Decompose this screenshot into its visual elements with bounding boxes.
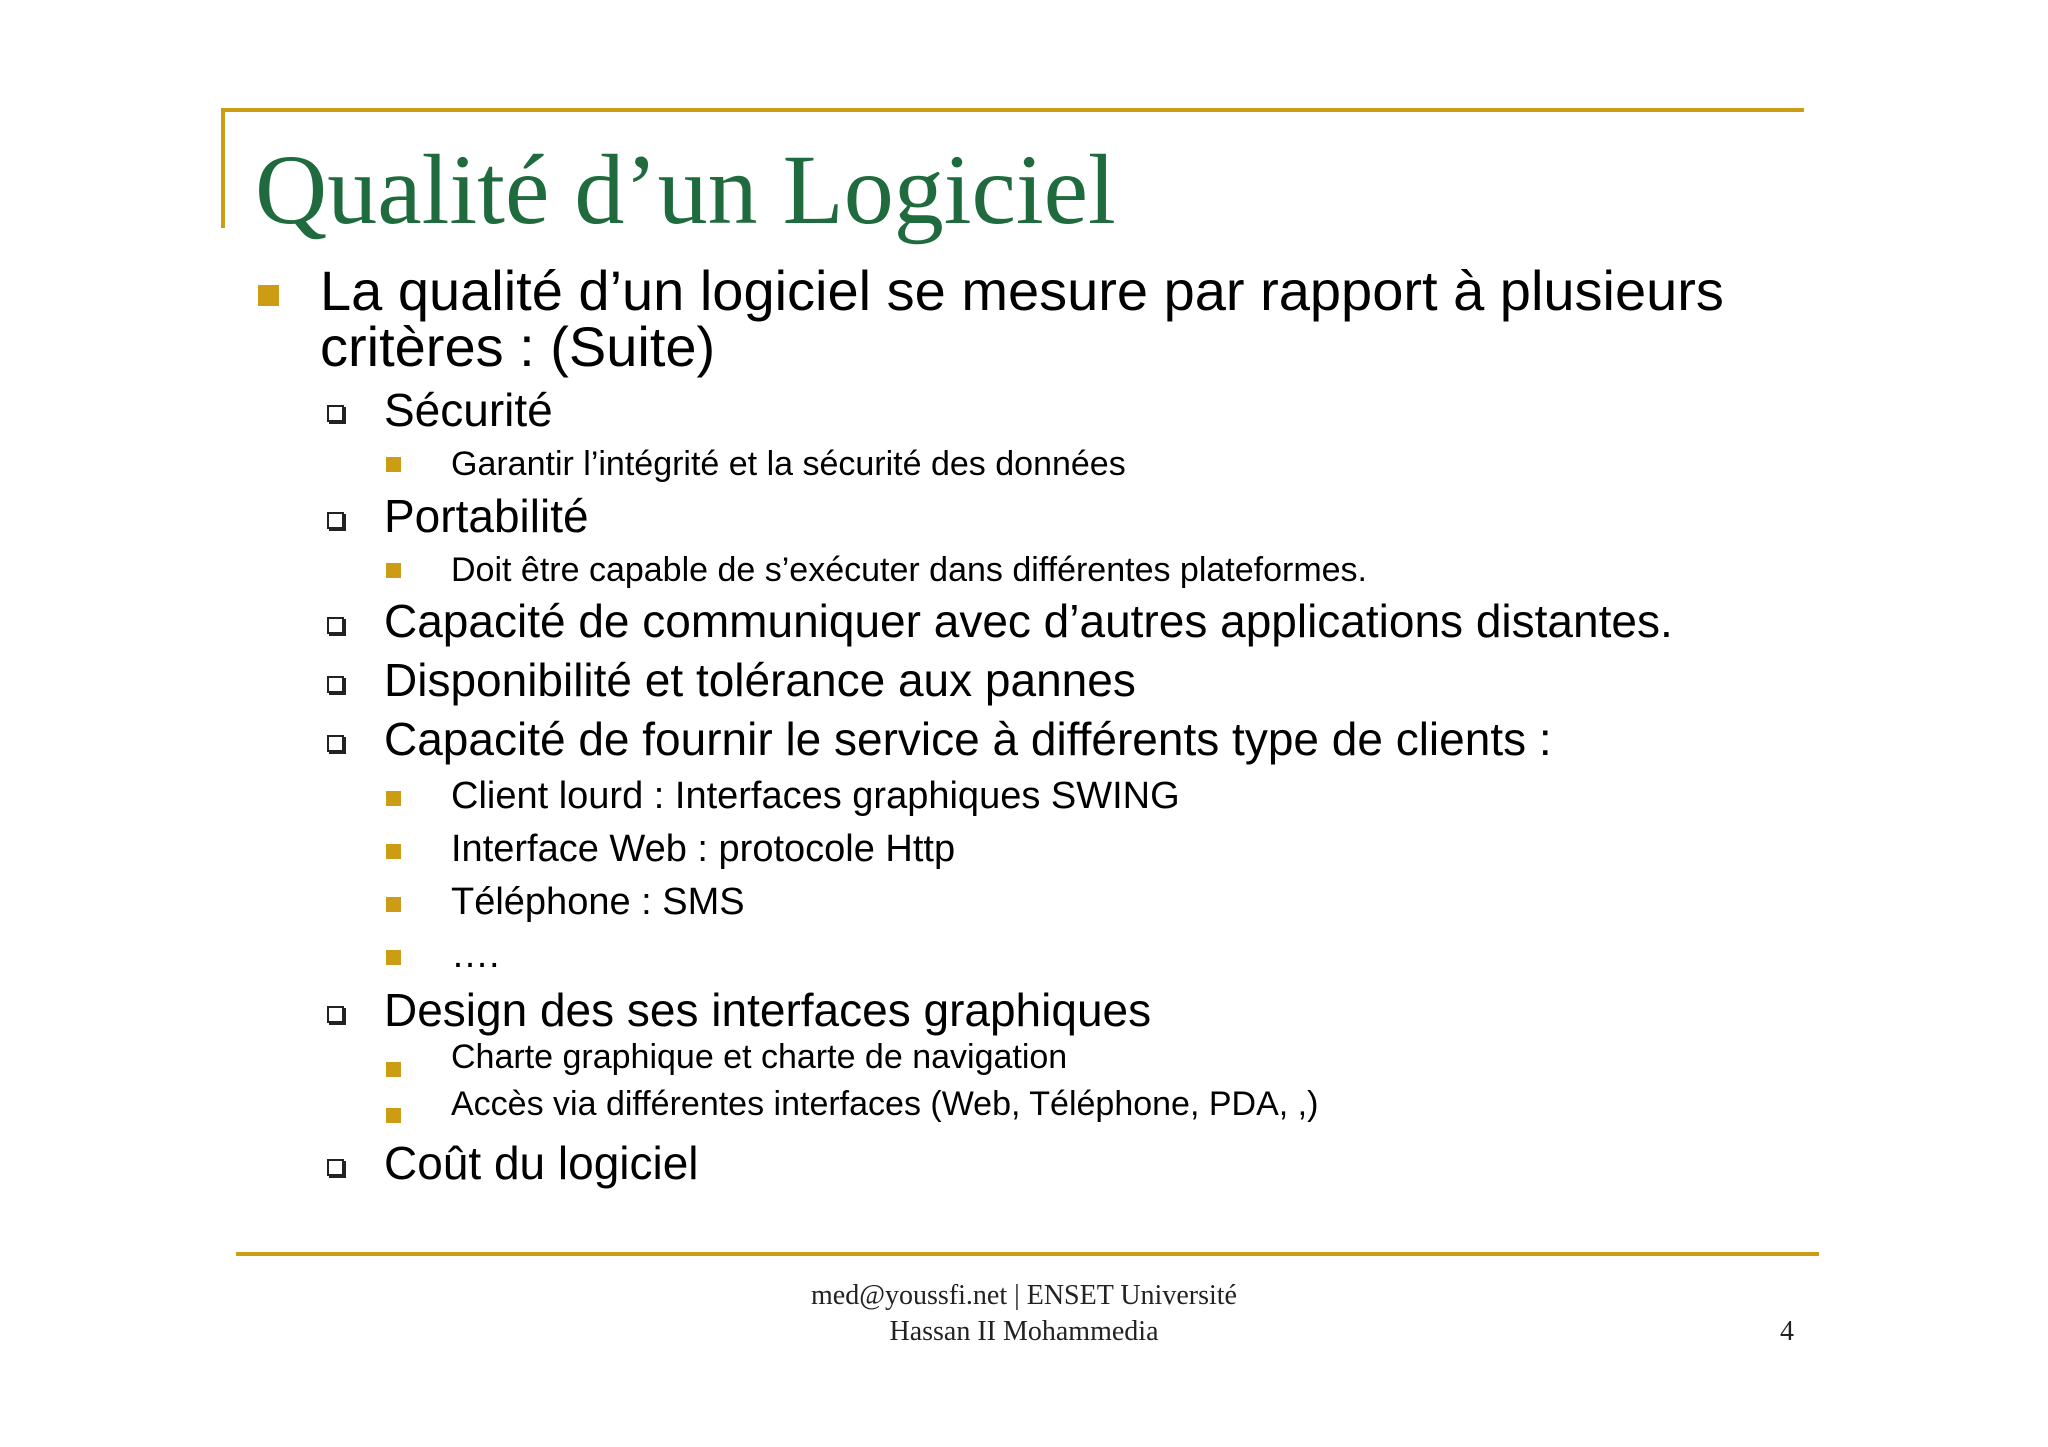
square-bullet-icon bbox=[386, 563, 401, 578]
criterion-detail: Interface Web : protocole Http bbox=[451, 828, 956, 870]
bottom-rule bbox=[236, 1252, 1819, 1256]
square-bullet-icon bbox=[386, 1108, 401, 1123]
criterion-label: Design des ses interfaces graphiques bbox=[384, 984, 1152, 1036]
square-bullet-icon bbox=[386, 791, 401, 806]
square-bullet-icon bbox=[258, 285, 279, 306]
hollow-square-bullet-icon bbox=[327, 405, 344, 422]
page-number: 4 bbox=[1780, 1316, 1794, 1347]
footer-line-1: med@youssfi.net | ENSET Université bbox=[811, 1280, 1237, 1311]
square-bullet-icon bbox=[386, 950, 401, 965]
criterion-label: Coût du logiciel bbox=[384, 1137, 699, 1189]
slide-title: Qualité d’un Logiciel bbox=[255, 134, 1116, 245]
square-bullet-icon bbox=[386, 1062, 401, 1077]
hollow-square-bullet-icon bbox=[327, 1006, 344, 1023]
square-bullet-icon bbox=[386, 844, 401, 859]
hollow-square-bullet-icon bbox=[327, 676, 344, 693]
intro-line-1: La qualité d’un logiciel se mesure par rapport à plusieurs bbox=[320, 259, 1724, 322]
criterion-label: Capacité de fournir le service à différents type de clients : bbox=[384, 713, 1552, 765]
criterion-detail: Client lourd : Interfaces graphiques SWING bbox=[451, 775, 1180, 817]
hollow-square-bullet-icon bbox=[327, 735, 344, 752]
criterion-detail: Charte graphique et charte de navigation bbox=[451, 1038, 1068, 1076]
footer-line-2: Hassan II Mohammedia bbox=[889, 1316, 1159, 1347]
criterion-detail: Téléphone : SMS bbox=[451, 881, 745, 923]
criterion-detail: Garantir l’intégrité et la sécurité des données bbox=[451, 445, 1126, 483]
criterion-label: Portabilité bbox=[384, 490, 589, 542]
square-bullet-icon bbox=[386, 457, 401, 472]
footer bbox=[0, 1278, 2048, 1350]
criterion-label: Sécurité bbox=[384, 384, 553, 436]
hollow-square-bullet-icon bbox=[327, 512, 344, 529]
intro-line-2: critères : (Suite) bbox=[320, 315, 716, 378]
hollow-square-bullet-icon bbox=[327, 1159, 344, 1176]
criterion-detail: Accès via différentes interfaces (Web, Téléphone, PDA, ,) bbox=[451, 1085, 1319, 1123]
criterion-label: Capacité de communiquer avec d’autres applications distantes. bbox=[384, 595, 1673, 647]
criterion-detail: Doit être capable de s’exécuter dans différentes plateformes. bbox=[451, 551, 1368, 589]
square-bullet-icon bbox=[386, 897, 401, 912]
criterion-label: Disponibilité et tolérance aux pannes bbox=[384, 654, 1136, 706]
hollow-square-bullet-icon bbox=[327, 617, 344, 634]
criterion-detail: …. bbox=[451, 934, 500, 976]
